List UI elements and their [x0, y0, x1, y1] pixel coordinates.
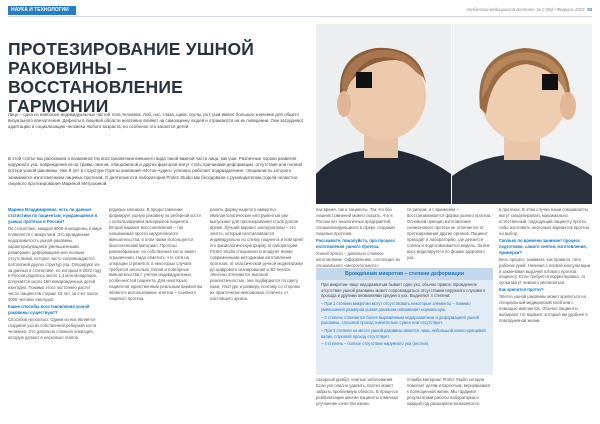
page-number: 93: [587, 7, 592, 12]
column-text: пломба материал Protez Studio сегодня помогает детям и взрослым, вернувшимся к полноценной жизни. Мы гордимся результатами работы лаборатории и каждый год расширяем возможности.: [407, 377, 491, 406]
column-text: рядовых клиниках. В предоставлении формирует ушную раковину из реберной кости с использованием материалов пациента. Второй вариант восстановления – так называемый протез хирургического вмешательства, в этом также используется биологический материал. Протезы разнообразные, но собственная кость имеет ограничения. Надо отметить, что хотя на операции стремятся, в некоторых случаях требуется несколько этапов и повторные вмешательства с учетом индивидуальных особенностей пациента. Для некоторых пациентов единственным реальным вариантом является использование эпитеза – съемного лицевого протеза.: [109, 207, 202, 302]
text-column-5-bottom: [407, 377, 493, 417]
microtia-sidebar-box: [316, 268, 493, 375]
text-column-2: [109, 207, 203, 417]
column-text: ся риском, а с временем – восстанавливается форма ушного протеза. Основной принцип изготовления силиконового протеза не отличается от протезирования других органов. Пациент приходит в лабораторию, где делается слепок и подготавливается модель. Затем воск моделируется по форме здорового уха.: [407, 207, 492, 260]
interview-answer: Весь процесс занимает, как правило, пять рабочих дней. Начиная с первой консультации и заканчивая выдачей готового протеза пациенту. Если требуется корректировка, то сроки могут немного увеличиться.: [499, 256, 591, 286]
section-label: НАУКА И ТЕХНОЛОГИИ: [8, 6, 76, 15]
patient-prosthesis-illustration: [452, 24, 592, 204]
text-column-5: [407, 207, 493, 267]
column-text: в протезах. В этом случае наши специалисты могут смоделировать максимально естественный, подходящий пациенту протез, либо изготовить несколько вариантов протеза на выбор.: [499, 207, 590, 236]
microtia-degree-4: – 4 степень – полное отсутствие наружного уха (анотия).: [321, 341, 430, 347]
text-column-3: [210, 207, 304, 417]
article-intro: В этой статье мы расскажем о возможностях восстановления внешнего вида такой важной части лица, как уши. Различные пороки развития наружного уха, повреждения из-за травм, ожогов, отмороженой и других факторов могут стать причинами деформации, отсутствия или полной потери ушной раковины. Уже 8 лет в структуре Группы компаний «Исток-Аудио» успешно работает подразделение, специалисты которого занимаются изготовлением лицевых протезов. О деятельности лаборатории Protez Studio мы беседовали с руководителем отдела челюстно-лицевого протезирования Мариной Метрохиной.: [8, 156, 302, 186]
microtia-degree-2: – 2 степень отличается более выраженным недоразвитием и деформацией ушной раковины, слуховой проход значительно сужен или отсутствует.: [321, 314, 480, 326]
journal-name: «Кубанский медицинский вестник» № 2 (96) • Февраль 2023: [465, 7, 585, 12]
article-lead: Лицо – одна из наиболее индивидуальных частей тела человека. Лоб, нос, глаза, щеки, скулы, рот, уши имеют большое значение для общего визуального впечатления. Дефекты в лицевой области негативно влияют на самооценку людей и отражаются на их поведении. Они затрудняют адаптацию и социализацию человека любого возраста, но особенно это касается детей.: [8, 112, 304, 130]
header-divider: [8, 16, 592, 17]
column-text: пак время, так и пациенты. Так что без лишних сомнений можно сказать, что в России нет аналогичных предприятий, специализирующихся в сфере создания лицевых протезов.: [316, 207, 395, 236]
microtia-degree-3: – При 3 степени на месте ушной раковины имеется лишь небольшой кожно-хрящевой валик, слуховой проход отсутствует.: [321, 327, 486, 339]
patient-photo-side: [316, 24, 451, 204]
text-column-1: [8, 207, 102, 417]
patient-side-illustration: [316, 24, 451, 204]
text-column-4-bottom: [316, 377, 402, 417]
interview-answer: Эпитез ушной раковины может крепиться на специальный медицинский клей или с помощью имплантов. Обычно пациенты выбирают тот вариант, который им удобнее в повседневной жизни.: [499, 294, 588, 324]
text-column-6: [499, 207, 592, 417]
interview-question: Какие способы восстановления ушной раковины существуют?: [8, 304, 90, 316]
column-text: ранить форму надетого имвертно. Имплантологические инструментыв уже выпускают для протезирования стали долгое время. Лучший вариант альтернативы – это эпитез, который изготавливается индивидуально по слепку пациента и повторяет его физиологическую форму. В лаборатории Protez Studio специалисты владеют всеми современными методиками изготовления протезов: от классической ручной моделировки до цифрового сканирования и 3D-печати. Эпитезы отличаются высокой реалистичностью, они подбираются по цвету кожи, текстуре и размеру, поэтому со стороны их практически невозможно отличить от настоящего органа.: [210, 207, 304, 302]
running-header: [466, 7, 592, 12]
sidebar-box-body: [316, 280, 493, 351]
interview-answer: Ушной протез – довольно сложное изготовление. Оформлению, состоящее из специального «многоугольного»: [316, 250, 400, 267]
interview-question: Расскажите, пожалуйста, про процесс изготовления ушного протеза.: [316, 237, 396, 249]
article-title: ПРОТЕЗИРОВАНИЕ УШНОЙ РАКОВИНЫ – ВОССТАНОВЛЕНИЕ ГАРМОНИИ: [8, 39, 255, 116]
sidebar-intro: При микротии чаще недоразвитым бывает одно ухо, обычно правое. Врожденное отсутствие ушной раковины может сопровождаться отсутствием наружного слухового прохода и другими аномалиями среднего уха. Выделяют 4 степени:: [321, 282, 486, 299]
sidebar-box-title: Врожденная микротия – степени деформации: [316, 268, 493, 280]
microtia-degree-1: – При 1 степени микротии могут отсутствовать некоторые элементы – помимо уменьшения размеров ушная раковина напоминает нормальную.: [321, 301, 471, 312]
interview-question: Сколько по времени занимает процесс подготовки, самого снятия, изготовления, примерки?: [499, 237, 587, 255]
column-text: сахарный диабет, кожные заболевания. Если ухо опасно удалить, протез может закрыть проблемную область. В процессе реабилитации многие пациенты отмечают улучшение качества жизни.: [316, 377, 399, 406]
interview-answer: Способов несколько. Одним из них является создание уха из собственной реберной кости человека. Это довольно сложная операция, которую делают в несколько этапов.: [8, 317, 97, 341]
text-column-4: [316, 207, 402, 267]
interview-question: Как крепится протез?: [499, 287, 544, 293]
patient-photo-prosthesis: [452, 24, 592, 204]
interview-question: Марина Владимировна, есть ли данные статистики по пациентам, нуждающимся в ушных протезах в России?: [8, 207, 98, 224]
interview-answer: По статистике, каждый 6000-й младенец в мире появляется с микротией. Это врожденная недоразвитость ушной раковины, характеризующаяся уменьшенными размерами, деформацией или полным отсутствием, которое часто сопровождается патологией других структур уха. Оперируют из-за данных в статистике, по которым в 2022 году в России родилось около 1,4 млн младенцев, получается около 160 новорожденных детей ежегодно. Помимо этого постоянно растет число пациентов старше 18 лет, за счет около 3000 человек ежегодно.: [8, 225, 102, 303]
